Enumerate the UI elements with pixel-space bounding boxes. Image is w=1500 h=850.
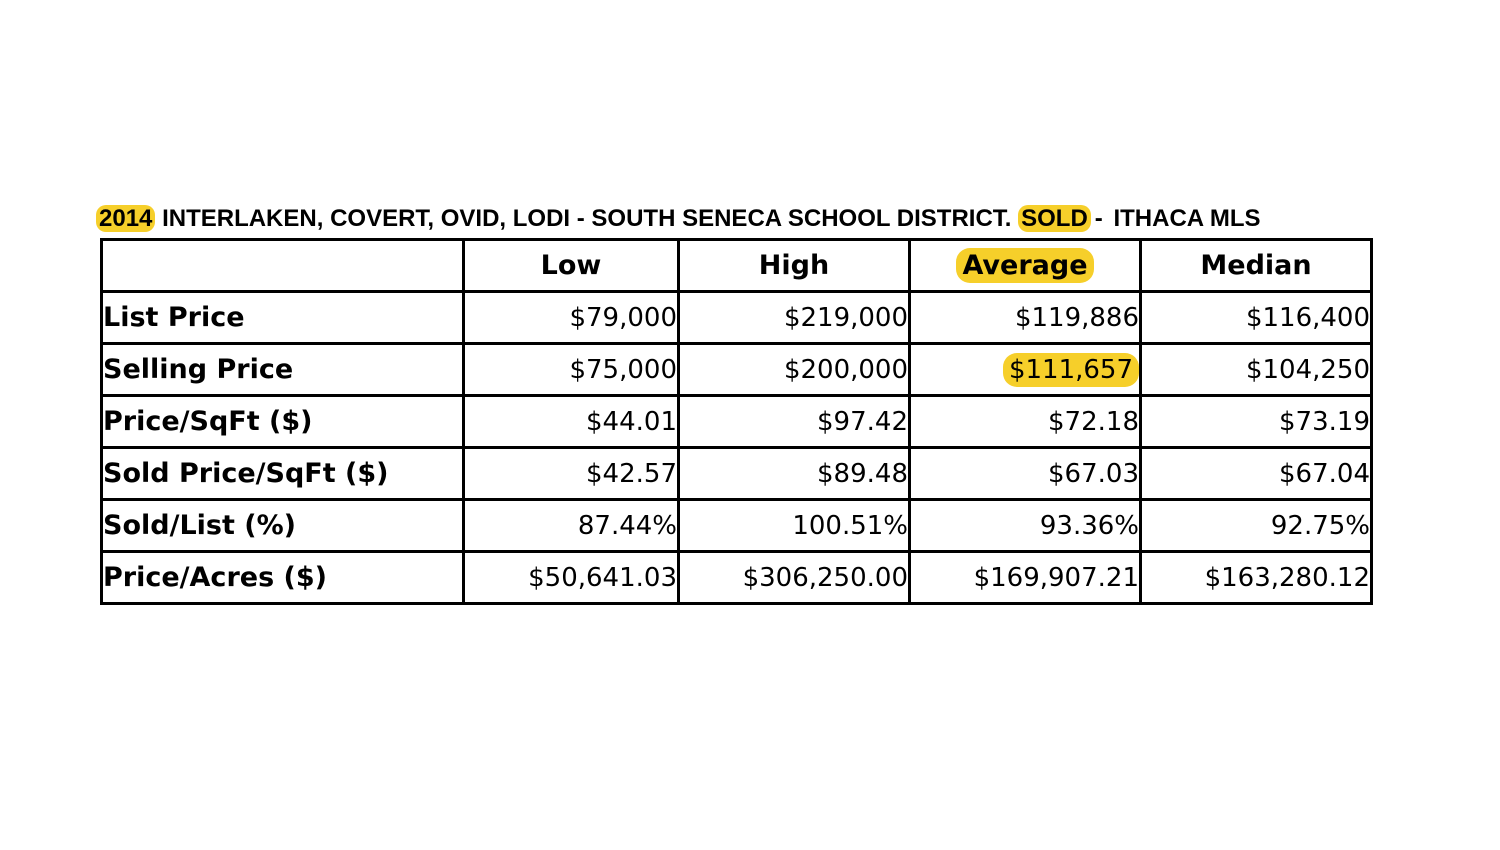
cell-high: $219,000 <box>679 292 910 344</box>
row-label: Selling Price <box>102 344 464 396</box>
cell-average: 93.36% <box>910 500 1141 552</box>
header-low: Low <box>464 240 679 292</box>
table-row <box>102 292 1372 344</box>
table-row <box>102 448 1372 500</box>
average-selling-price-highlight: $111,657 <box>1003 353 1139 387</box>
header-median: Median <box>1141 240 1372 292</box>
table-row <box>102 344 1372 396</box>
row-label: Price/SqFt ($) <box>102 396 464 448</box>
header-average: Average <box>956 248 1093 283</box>
cell-high: $306,250.00 <box>679 552 910 604</box>
title-separator: - <box>1094 205 1103 232</box>
row-label: Price/Acres ($) <box>102 552 464 604</box>
price-stats-table <box>100 238 1373 605</box>
cell-high: $89.48 <box>679 448 910 500</box>
row-label: Sold/List (%) <box>102 500 464 552</box>
year-highlight: 2014 <box>96 205 155 232</box>
report-title <box>96 203 1476 235</box>
cell-median: $116,400 <box>1141 292 1372 344</box>
cell-average: $119,886 <box>910 292 1141 344</box>
status-highlight: SOLD <box>1018 205 1091 232</box>
cell-low: $42.57 <box>464 448 679 500</box>
cell-average-highlighted <box>910 344 1141 396</box>
cell-high: $200,000 <box>679 344 910 396</box>
cell-low: $50,641.03 <box>464 552 679 604</box>
area-text: INTERLAKEN, COVERT, OVID, LODI - SOUTH SENECA SCHOOL DISTRICT. <box>162 205 1012 232</box>
table-row <box>102 552 1372 604</box>
cell-low: $79,000 <box>464 292 679 344</box>
table-row <box>102 500 1372 552</box>
header-average-cell <box>910 240 1141 292</box>
cell-high: 100.51% <box>679 500 910 552</box>
header-empty <box>102 240 464 292</box>
cell-median: $163,280.12 <box>1141 552 1372 604</box>
header-row <box>102 240 1372 292</box>
header-high: High <box>679 240 910 292</box>
cell-average: $72.18 <box>910 396 1141 448</box>
source-text: ITHACA MLS <box>1113 205 1261 232</box>
row-label: List Price <box>102 292 464 344</box>
table-row <box>102 396 1372 448</box>
cell-low: $75,000 <box>464 344 679 396</box>
row-label: Sold Price/SqFt ($) <box>102 448 464 500</box>
cell-median: $67.04 <box>1141 448 1372 500</box>
cell-median: 92.75% <box>1141 500 1372 552</box>
cell-low: 87.44% <box>464 500 679 552</box>
cell-average: $67.03 <box>910 448 1141 500</box>
cell-average: $169,907.21 <box>910 552 1141 604</box>
cell-median: $73.19 <box>1141 396 1372 448</box>
cell-high: $97.42 <box>679 396 910 448</box>
cell-low: $44.01 <box>464 396 679 448</box>
cell-median: $104,250 <box>1141 344 1372 396</box>
